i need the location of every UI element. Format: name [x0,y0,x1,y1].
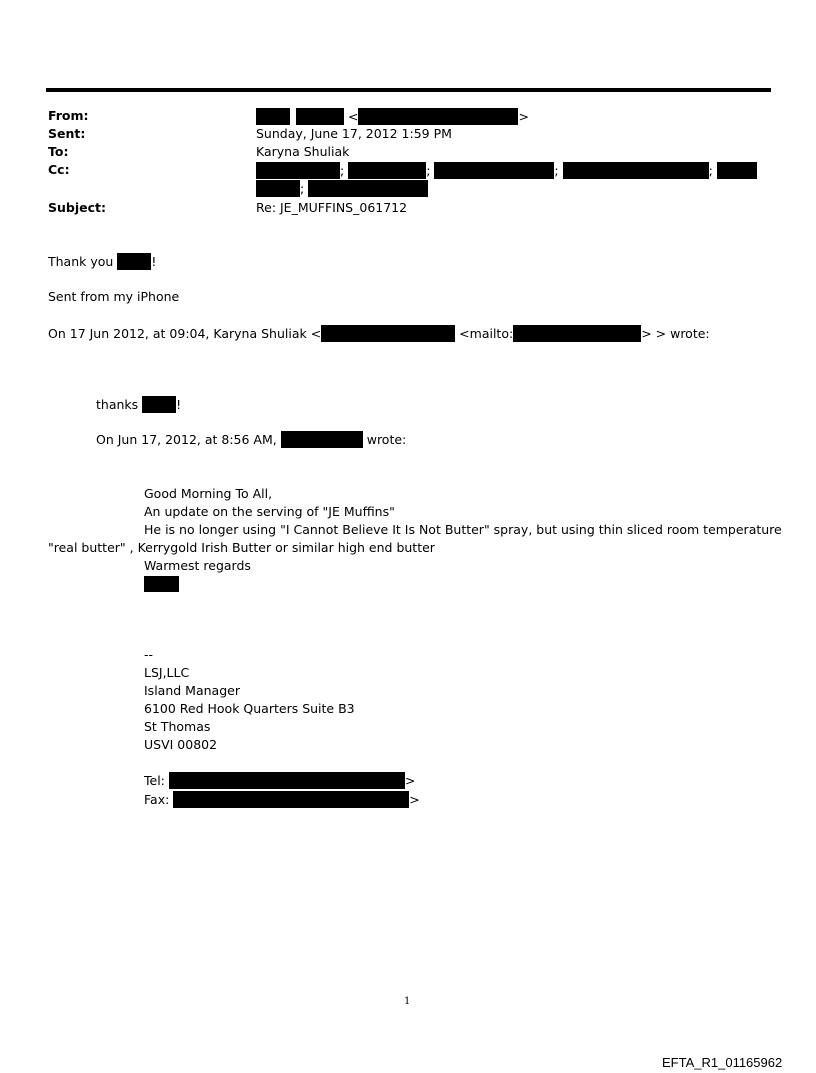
header-rule [46,88,771,92]
greeting: Good Morning To All, [144,486,273,501]
signature-fax: Fax: > [144,792,420,807]
from-value [256,108,529,125]
signature-zip: USVI 00802 [144,737,218,752]
redaction [358,108,518,125]
quote2-header: On Jun 17, 2012, at 8:56 AM, wrote: [96,432,407,447]
signature-city: St Thomas [144,719,211,734]
redaction [563,162,709,179]
signer-redaction [144,576,179,592]
update-line: An update on the serving of "JE Muffins" [144,504,395,519]
signature-title: Island Manager [144,683,240,698]
sent-from-line: Sent from my iPhone [48,289,180,304]
page-number: 1 [404,996,411,1007]
redaction [281,431,363,448]
redaction [296,108,344,125]
signature-address: 6100 Red Hook Quarters Suite B3 [144,701,355,716]
subject-value: Re: JE_MUFFINS_061712 [256,200,408,215]
signature-company: LSJ,LLC [144,665,190,680]
redaction [169,772,405,789]
redaction [434,162,554,179]
no-longer-line: He is no longer using "I Cannot Believe It Is Not Butter" spray, but using thin sliced room temperature [144,522,782,537]
closing: Warmest regards [144,558,251,573]
redaction [256,108,290,125]
signature-tel: Tel: > [144,773,416,788]
redaction [256,180,300,197]
real-butter-line: "real butter" , Kerrygold Irish Butter or similar high end butter [48,540,435,555]
cc-label: Cc: [48,162,70,177]
thank-you-line: Thank you ! [48,254,157,269]
redaction [256,162,340,179]
sent-label: Sent: [48,126,86,141]
from-label: From: [48,108,89,123]
from-open-bracket: < [347,109,359,124]
redaction [173,791,409,808]
document-id: EFTA_R1_01165962 [662,1055,783,1070]
redaction [321,325,455,342]
from-close-bracket: > [518,109,529,124]
cc-value-line2: ; [256,180,428,197]
cc-value-line1: ; ; ; ; [256,162,757,179]
thanks-line: thanks ! [96,397,182,412]
redaction [142,396,176,413]
signature-dashes: -- [144,647,154,662]
to-label: To: [48,144,69,159]
redaction [117,253,151,270]
redaction [513,325,641,342]
subject-label: Subject: [48,200,106,215]
redaction [308,180,428,197]
redaction [348,162,426,179]
sent-value: Sunday, June 17, 2012 1:59 PM [256,126,452,141]
quote1-header: On 17 Jun 2012, at 09:04, Karyna Shuliak < <mailto: > > wrote: [48,326,710,341]
to-value: Karyna Shuliak [256,144,350,159]
redaction [717,162,757,179]
